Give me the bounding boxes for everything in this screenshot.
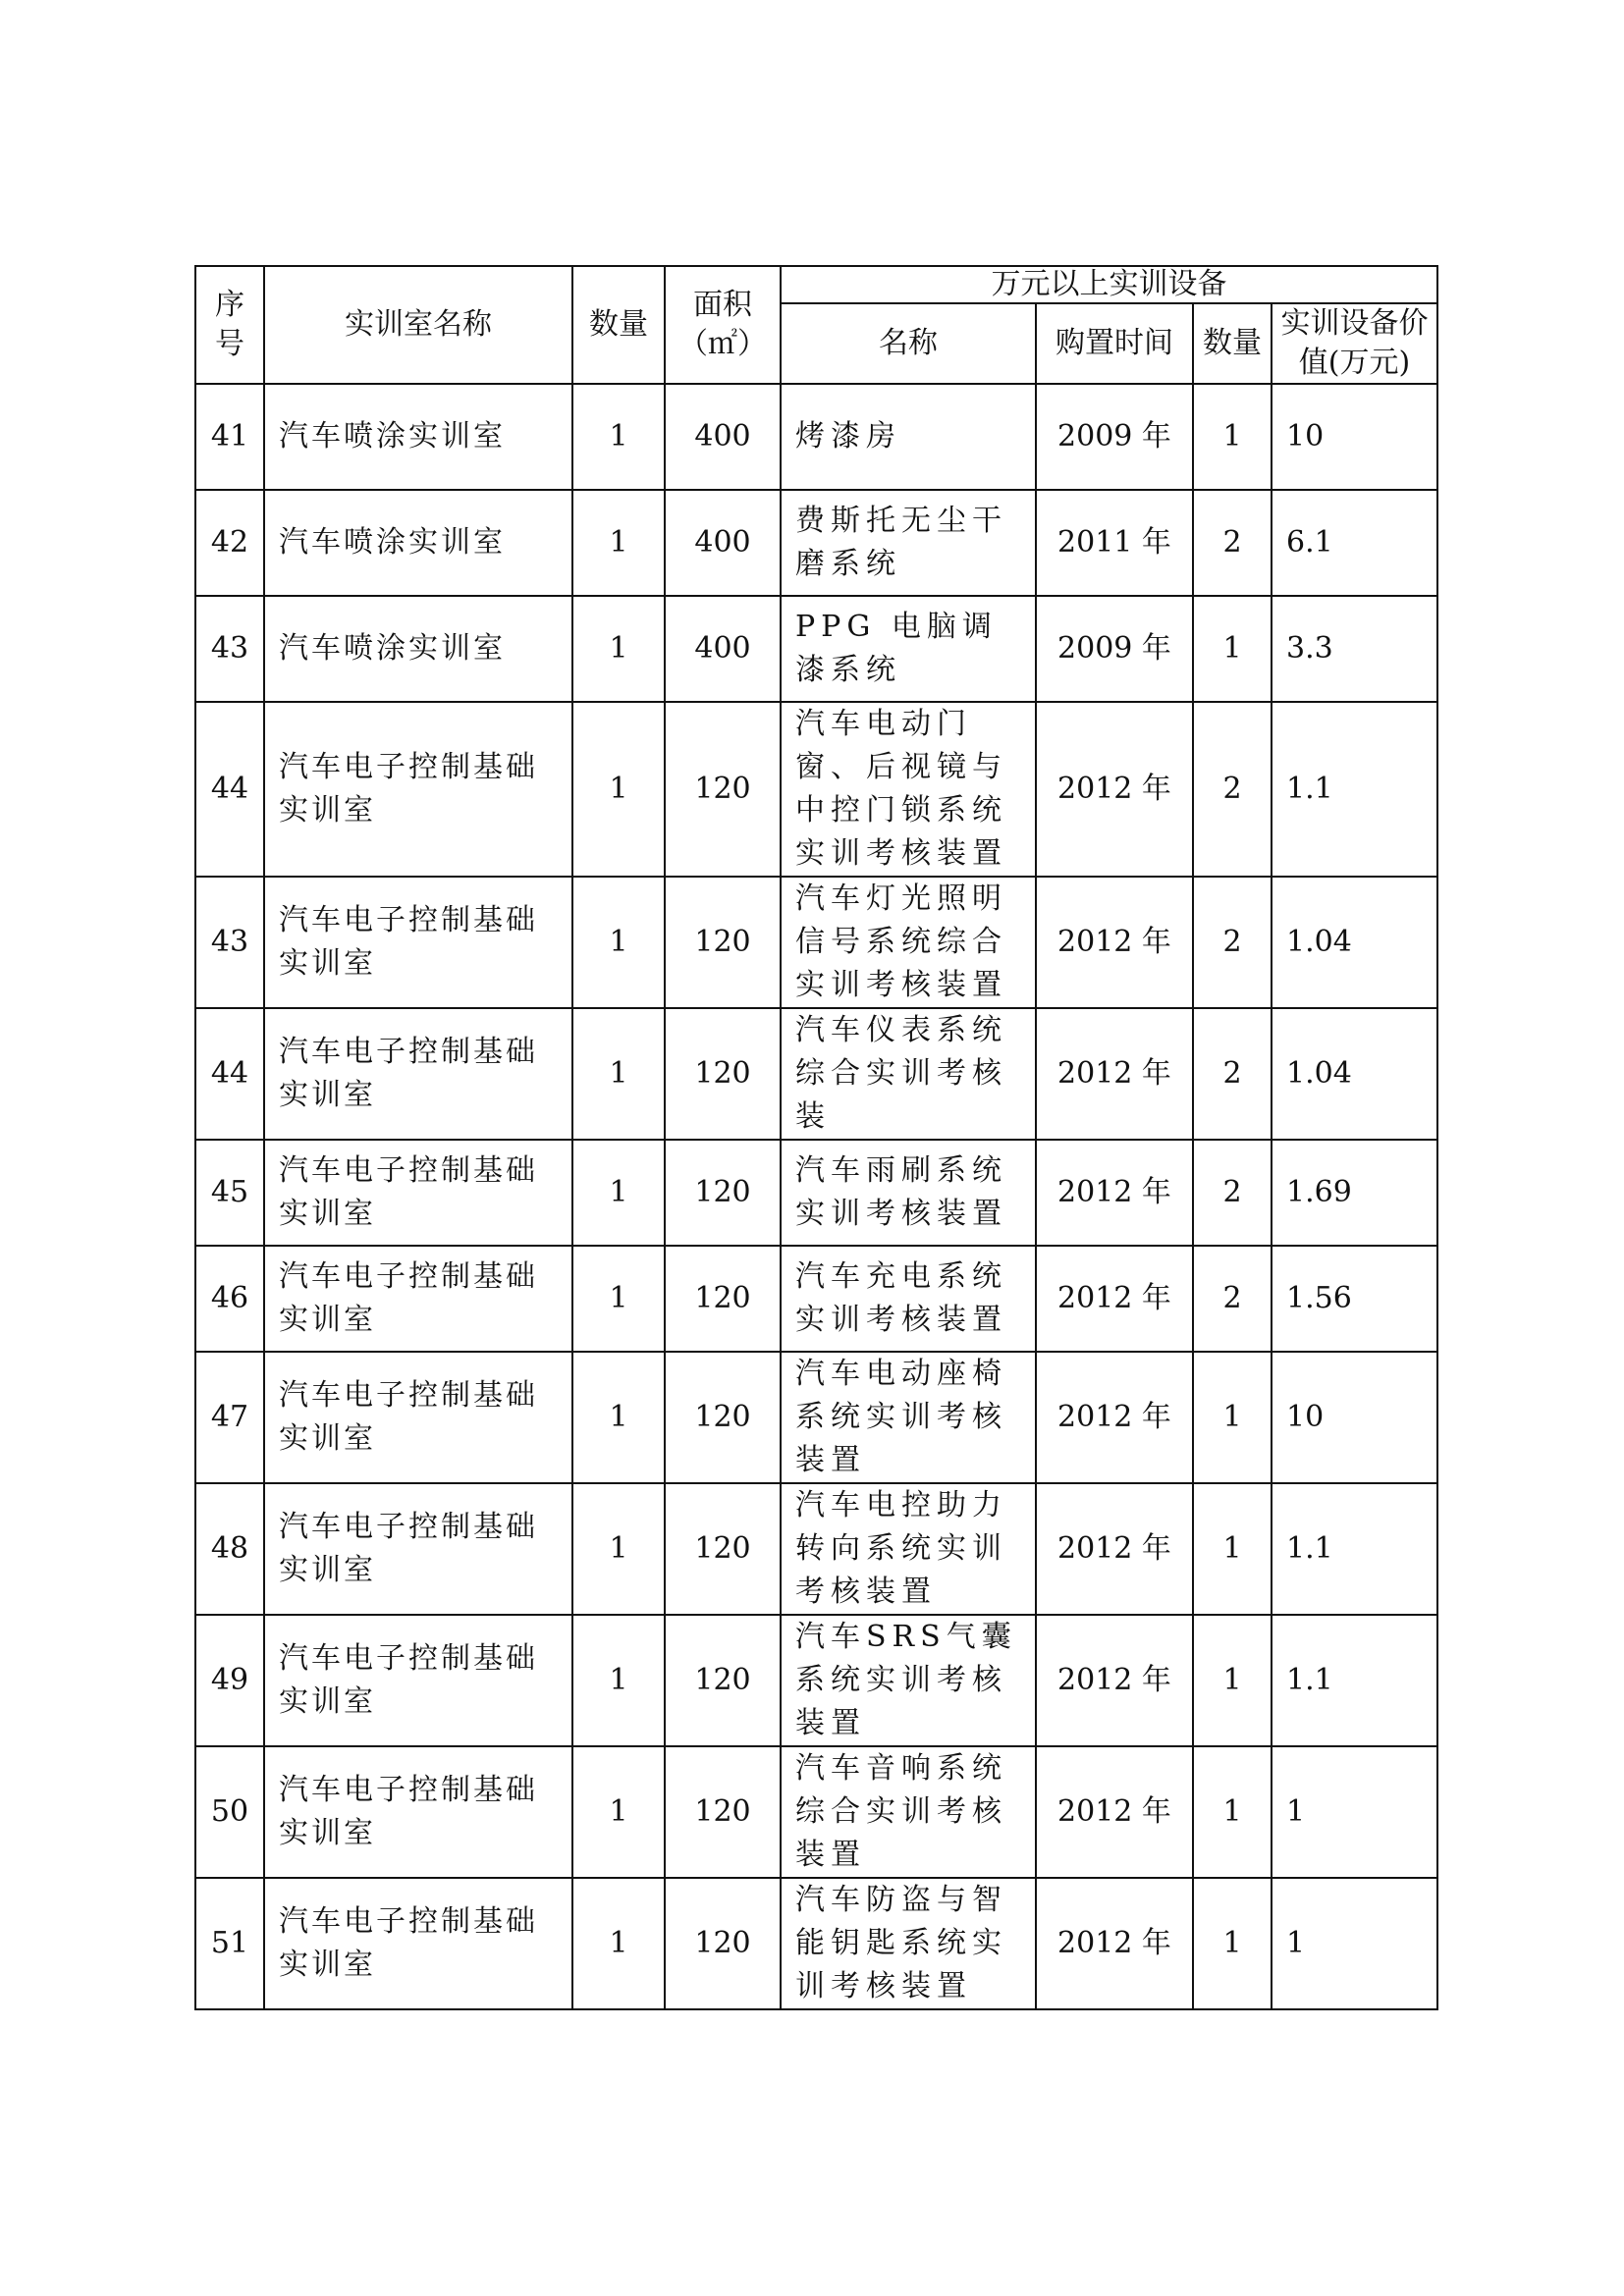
document-page — [194, 265, 1436, 2010]
cell-value: 1 — [1272, 1878, 1437, 2009]
cell-area: 120 — [665, 1352, 781, 1483]
cell-equip: 汽车灯光照明信号系统综合实训考核装置 — [781, 877, 1036, 1008]
table-row — [195, 1246, 1437, 1352]
cell-qty: 2 — [1193, 877, 1272, 1008]
cell-room: 汽车喷涂实训室 — [264, 384, 572, 490]
cell-qty: 1 — [1193, 596, 1272, 702]
cell-room: 汽车电子控制基础实训室 — [264, 1008, 572, 1140]
cell-time: 2012 年 — [1036, 702, 1193, 877]
table-row — [195, 702, 1437, 877]
cell-room: 汽车电子控制基础实训室 — [264, 1615, 572, 1746]
cell-count: 1 — [572, 1008, 665, 1140]
cell-area: 120 — [665, 1008, 781, 1140]
cell-value: 10 — [1272, 384, 1437, 490]
cell-value: 1.69 — [1272, 1140, 1437, 1246]
cell-seq: 45 — [195, 1140, 264, 1246]
header-equip-name: 名称 — [781, 303, 1036, 384]
table-row — [195, 384, 1437, 490]
cell-time: 2012 年 — [1036, 1140, 1193, 1246]
cell-equip: 汽车电动座椅系统实训考核装置 — [781, 1352, 1036, 1483]
cell-count: 1 — [572, 1246, 665, 1352]
table-row — [195, 1483, 1437, 1615]
cell-room: 汽车电子控制基础实训室 — [264, 877, 572, 1008]
cell-count: 1 — [572, 490, 665, 596]
cell-value: 1 — [1272, 1746, 1437, 1878]
cell-value: 1.1 — [1272, 1483, 1437, 1615]
cell-area: 120 — [665, 1140, 781, 1246]
cell-seq: 44 — [195, 702, 264, 877]
header-seq: 序号 — [195, 266, 264, 384]
cell-room: 汽车电子控制基础实训室 — [264, 1483, 572, 1615]
cell-equip: 汽车音响系统综合实训考核装置 — [781, 1746, 1036, 1878]
cell-room: 汽车电子控制基础实训室 — [264, 702, 572, 877]
cell-room: 汽车喷涂实训室 — [264, 596, 572, 702]
cell-seq: 50 — [195, 1746, 264, 1878]
cell-equip: 汽车电动门窗、后视镜与中控门锁系统实训考核装置 — [781, 702, 1036, 877]
table-row — [195, 596, 1437, 702]
cell-equip: 汽车雨刷系统实训考核装置 — [781, 1140, 1036, 1246]
cell-count: 1 — [572, 702, 665, 877]
cell-room: 汽车电子控制基础实训室 — [264, 1352, 572, 1483]
cell-qty: 1 — [1193, 1746, 1272, 1878]
cell-count: 1 — [572, 1140, 665, 1246]
cell-count: 1 — [572, 384, 665, 490]
cell-qty: 1 — [1193, 1352, 1272, 1483]
table-row — [195, 1008, 1437, 1140]
cell-equip: 汽车电控助力转向系统实训考核装置 — [781, 1483, 1036, 1615]
cell-count: 1 — [572, 596, 665, 702]
cell-seq: 41 — [195, 384, 264, 490]
cell-time: 2009 年 — [1036, 596, 1193, 702]
table-row — [195, 1746, 1437, 1878]
cell-area: 120 — [665, 1878, 781, 2009]
cell-count: 1 — [572, 1352, 665, 1483]
cell-room: 汽车电子控制基础实训室 — [264, 1746, 572, 1878]
cell-equip: 费斯托无尘干磨系统 — [781, 490, 1036, 596]
cell-equip: 汽车仪表系统综合实训考核装 — [781, 1008, 1036, 1140]
cell-time: 2012 年 — [1036, 1008, 1193, 1140]
cell-count: 1 — [572, 877, 665, 1008]
cell-time: 2012 年 — [1036, 1483, 1193, 1615]
cell-seq: 46 — [195, 1246, 264, 1352]
cell-count: 1 — [572, 1746, 665, 1878]
cell-seq: 43 — [195, 596, 264, 702]
cell-value: 1.1 — [1272, 1615, 1437, 1746]
cell-qty: 2 — [1193, 702, 1272, 877]
cell-seq: 43 — [195, 877, 264, 1008]
cell-value: 6.1 — [1272, 490, 1437, 596]
cell-value: 1.04 — [1272, 877, 1437, 1008]
cell-equip: 烤漆房 — [781, 384, 1036, 490]
cell-area: 120 — [665, 1615, 781, 1746]
cell-time: 2011 年 — [1036, 490, 1193, 596]
header-equip-value: 实训设备价值(万元) — [1272, 303, 1437, 384]
table-row — [195, 1352, 1437, 1483]
cell-qty: 1 — [1193, 1483, 1272, 1615]
cell-count: 1 — [572, 1483, 665, 1615]
cell-qty: 1 — [1193, 384, 1272, 490]
cell-area: 120 — [665, 1746, 781, 1878]
cell-seq: 47 — [195, 1352, 264, 1483]
cell-equip: 汽车充电系统实训考核装置 — [781, 1246, 1036, 1352]
cell-area: 120 — [665, 702, 781, 877]
cell-value: 10 — [1272, 1352, 1437, 1483]
table-row — [195, 1615, 1437, 1746]
cell-area: 400 — [665, 384, 781, 490]
cell-time: 2012 年 — [1036, 877, 1193, 1008]
cell-time: 2012 年 — [1036, 1615, 1193, 1746]
cell-time: 2009 年 — [1036, 384, 1193, 490]
cell-equip: PPG 电脑调漆系统 — [781, 596, 1036, 702]
cell-value: 1.56 — [1272, 1246, 1437, 1352]
table-row — [195, 1878, 1437, 2009]
header-equipment-group: 万元以上实训设备 — [781, 266, 1437, 303]
header-purchase-time: 购置时间 — [1036, 303, 1193, 384]
cell-seq: 44 — [195, 1008, 264, 1140]
cell-value: 3.3 — [1272, 596, 1437, 702]
cell-count: 1 — [572, 1615, 665, 1746]
header-area: 面积（㎡） — [665, 266, 781, 384]
cell-equip: 汽车SRS气囊系统实训考核装置 — [781, 1615, 1036, 1746]
cell-room: 汽车电子控制基础实训室 — [264, 1246, 572, 1352]
cell-seq: 49 — [195, 1615, 264, 1746]
cell-count: 1 — [572, 1878, 665, 2009]
cell-seq: 42 — [195, 490, 264, 596]
table-row — [195, 490, 1437, 596]
cell-area: 400 — [665, 490, 781, 596]
cell-qty: 2 — [1193, 1008, 1272, 1140]
cell-time: 2012 年 — [1036, 1246, 1193, 1352]
cell-value: 1.1 — [1272, 702, 1437, 877]
cell-seq: 51 — [195, 1878, 264, 2009]
table-row — [195, 1140, 1437, 1246]
cell-qty: 1 — [1193, 1878, 1272, 2009]
header-equip-count: 数量 — [1193, 303, 1272, 384]
cell-seq: 48 — [195, 1483, 264, 1615]
table-row — [195, 877, 1437, 1008]
cell-area: 120 — [665, 1246, 781, 1352]
cell-area: 400 — [665, 596, 781, 702]
cell-room: 汽车电子控制基础实训室 — [264, 1878, 572, 2009]
cell-qty: 2 — [1193, 490, 1272, 596]
header-count: 数量 — [572, 266, 665, 384]
cell-equip: 汽车防盗与智能钥匙系统实训考核装置 — [781, 1878, 1036, 2009]
cell-qty: 2 — [1193, 1140, 1272, 1246]
cell-qty: 1 — [1193, 1615, 1272, 1746]
cell-value: 1.04 — [1272, 1008, 1437, 1140]
cell-time: 2012 年 — [1036, 1746, 1193, 1878]
cell-time: 2012 年 — [1036, 1878, 1193, 2009]
cell-room: 汽车电子控制基础实训室 — [264, 1140, 572, 1246]
cell-qty: 2 — [1193, 1246, 1272, 1352]
training-room-table — [194, 265, 1438, 2010]
cell-area: 120 — [665, 877, 781, 1008]
cell-room: 汽车喷涂实训室 — [264, 490, 572, 596]
cell-time: 2012 年 — [1036, 1352, 1193, 1483]
header-room-name: 实训室名称 — [264, 266, 572, 384]
cell-area: 120 — [665, 1483, 781, 1615]
